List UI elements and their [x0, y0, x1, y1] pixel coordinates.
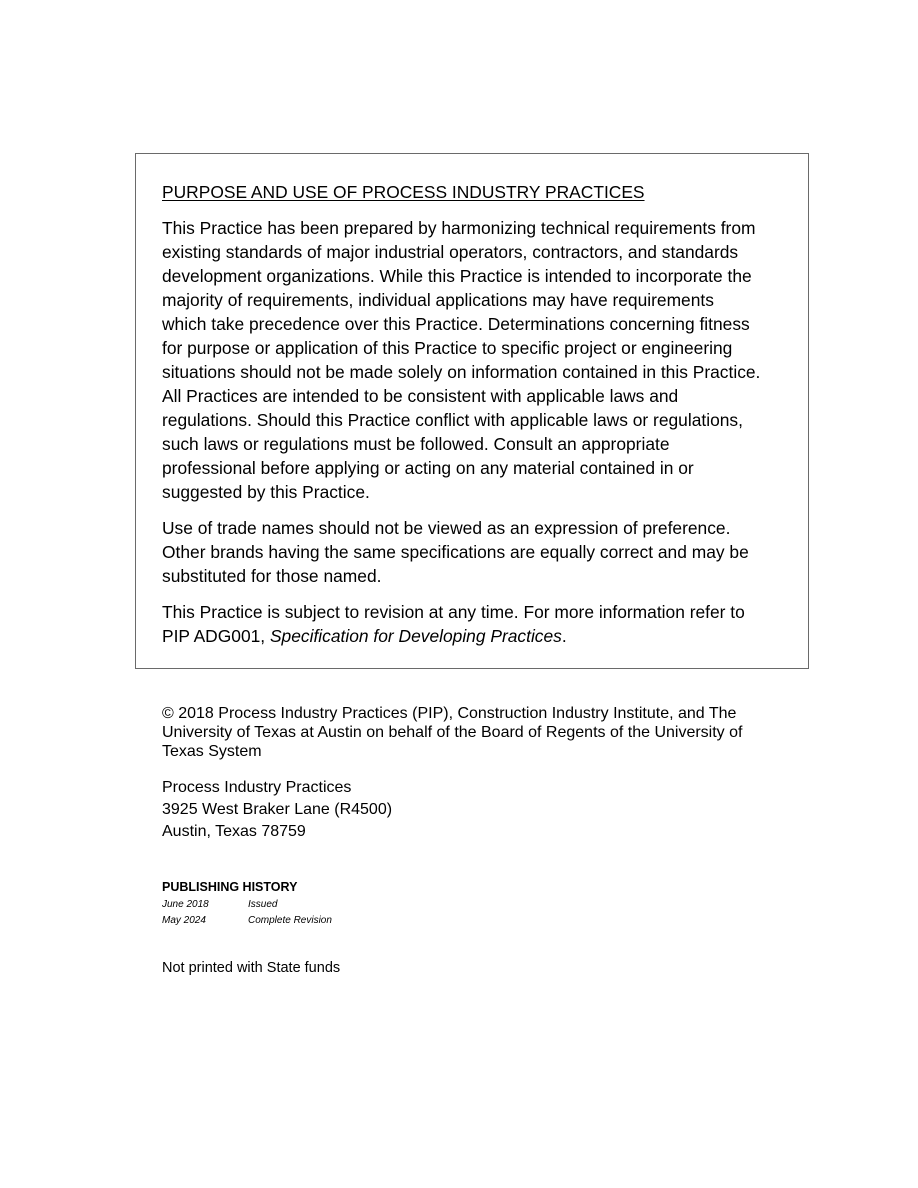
text-line: All Practices are intended to be consistent with applicable laws and	[162, 386, 679, 406]
history-date: June 2018	[162, 899, 209, 910]
history-row	[162, 913, 332, 929]
text-line: substituted for those named.	[162, 566, 382, 586]
copyright-notice	[162, 704, 742, 761]
purpose-paragraph-3	[162, 600, 788, 648]
reference-title: Specification for Developing Practices	[269, 626, 562, 646]
address-line: 3925 West Braker Lane (R4500)	[162, 801, 393, 818]
text-line: development organizations. While this Practice is intended to incorporate the	[162, 266, 752, 286]
mailing-address	[162, 777, 392, 843]
text-line: Texas System	[162, 743, 262, 760]
purpose-paragraph-1	[162, 216, 788, 504]
purpose-heading: PURPOSE AND USE OF PROCESS INDUSTRY PRACTICES	[162, 182, 645, 202]
text-line: University of Texas at Austin on behalf of the Board of Regents of the University of	[162, 724, 743, 741]
publishing-history-title: PUBLISHING HISTORY	[162, 880, 298, 894]
history-date: May 2024	[162, 915, 206, 926]
reference-suffix: .	[561, 626, 567, 646]
publishing-history	[162, 879, 332, 929]
funding-note: Not printed with State funds	[162, 960, 341, 976]
purpose-box	[135, 153, 809, 669]
text-line: situations should not be made solely on information contained in this Practice.	[162, 362, 761, 382]
text-line: This Practice is subject to revision at any time. For more information refer to	[162, 602, 745, 622]
text-line: professional before applying or acting on any material contained in or	[162, 458, 694, 478]
text-line	[162, 624, 788, 648]
text-line: © 2018 Process Industry Practices (PIP), Construction Industry Institute, and The	[162, 705, 737, 722]
history-status: Complete Revision	[248, 915, 332, 926]
text-line: which take precedence over this Practice. Determinations concerning fitness	[162, 314, 750, 334]
text-line: such laws or regulations must be followed. Consult an appropriate	[162, 434, 670, 454]
text-line: This Practice has been prepared by harmonizing technical requirements from	[162, 218, 756, 238]
purpose-paragraph-2	[162, 516, 788, 588]
history-status: Issued	[248, 899, 278, 910]
text-line: majority of requirements, individual applications may have requirements	[162, 290, 714, 310]
text-line: Other brands having the same specifications are equally correct and may be	[162, 542, 749, 562]
address-line: Process Industry Practices	[162, 779, 352, 796]
text-line: regulations. Should this Practice conflict with applicable laws or regulations,	[162, 410, 743, 430]
text-line: for purpose or application of this Practice to specific project or engineering	[162, 338, 733, 358]
text-line: Use of trade names should not be viewed as an expression of preference.	[162, 518, 731, 538]
text-line: existing standards of major industrial operators, contractors, and standards	[162, 242, 739, 262]
history-row	[162, 897, 332, 913]
text-line: suggested by this Practice.	[162, 482, 370, 502]
address-line: Austin, Texas 78759	[162, 823, 306, 840]
reference-prefix: PIP ADG001,	[162, 626, 270, 646]
